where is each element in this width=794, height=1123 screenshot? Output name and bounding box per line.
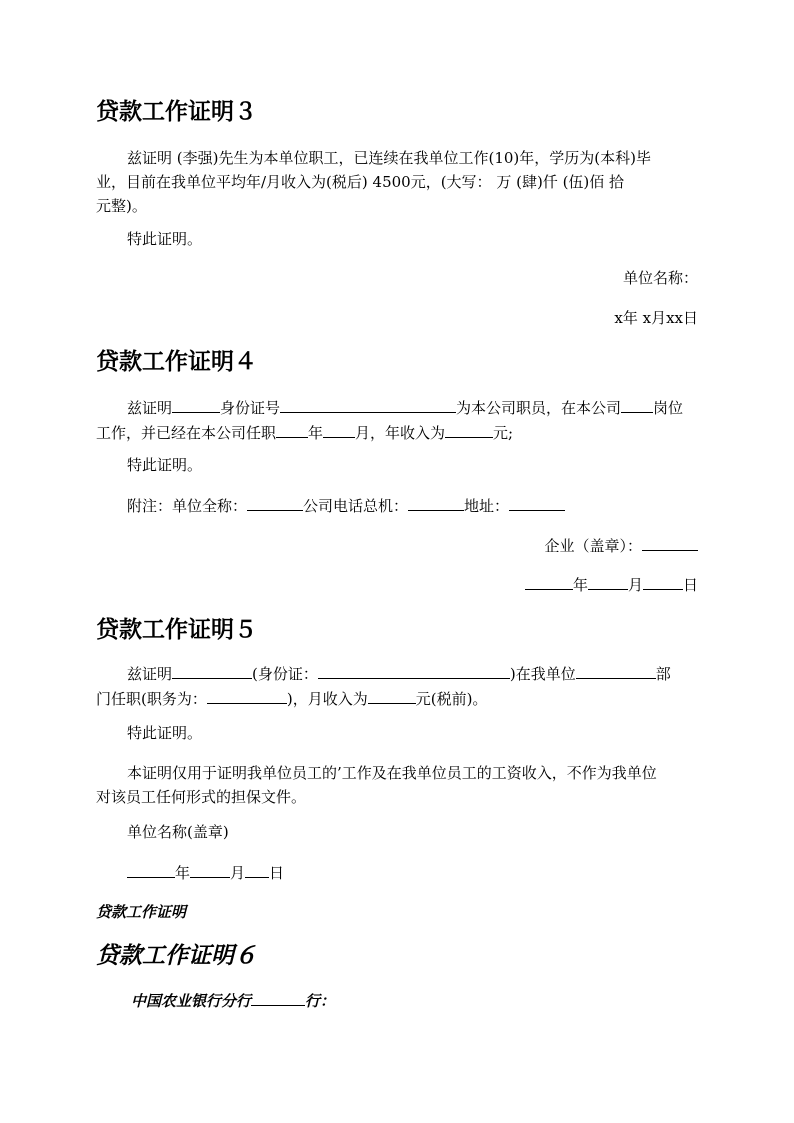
text: )，月收入为 — [286, 690, 368, 708]
blank-company-name[interactable] — [247, 493, 303, 511]
section-5-line-2 — [96, 686, 698, 711]
text: 工作，并已经在本公司任职 — [96, 424, 277, 442]
section-3-body — [96, 146, 698, 218]
section-3-org-name: 单位名称： — [622, 269, 698, 287]
section-4-note — [127, 493, 565, 518]
text: 年 — [572, 576, 588, 594]
section-4-title: 贷款工作证明４ — [96, 348, 257, 375]
section-6-title: 贷款工作证明６ — [96, 942, 257, 969]
text: 门任职(职务为： — [96, 690, 207, 708]
blank-day[interactable] — [245, 860, 269, 878]
section-4-certify: 特此证明。 — [127, 456, 203, 474]
text: 中国农业银行分行 — [131, 992, 252, 1010]
disclaimer-line-1: 本证明仅用于证明我单位员工的’工作及在我单位员工的工资收入，不作为我单位 — [127, 764, 657, 782]
blank-day[interactable] — [643, 572, 683, 590]
blank-position[interactable] — [621, 395, 653, 413]
blank-name[interactable] — [172, 395, 220, 413]
blank-id-number[interactable] — [318, 661, 510, 679]
section-6-bank-line — [131, 988, 335, 1013]
section-5-org-seal: 单位名称(盖章) — [127, 823, 229, 841]
section-5-line-1 — [96, 661, 698, 686]
text: 地址： — [464, 497, 510, 515]
text: 岗位 — [653, 399, 684, 417]
blank-name[interactable] — [172, 661, 252, 679]
text: 为本公司职员，在本公司 — [456, 399, 622, 417]
section-5-body — [96, 661, 698, 711]
section-5-disclaimer — [96, 761, 698, 809]
section-4-line-2 — [96, 420, 698, 445]
blank-department[interactable] — [576, 661, 656, 679]
text: 月 — [230, 864, 246, 882]
section-3-certify: 特此证明。 — [127, 230, 203, 248]
blank-year[interactable] — [127, 860, 175, 878]
text: 身份证号 — [220, 399, 281, 417]
blank-income[interactable] — [445, 420, 493, 438]
text: 月 — [627, 576, 643, 594]
section-3-line-2: 业，目前在我单位平均年/月收入为(税后) 4500元，(大写： 万 (肆)仟 (伍)佰 拾 — [96, 173, 625, 191]
blank-income[interactable] — [368, 686, 416, 704]
blank-year[interactable] — [525, 572, 573, 590]
section-4-seal — [544, 533, 698, 558]
text: 公司电话总机： — [303, 497, 409, 515]
text: 附注：单位全称： — [127, 497, 248, 515]
text: 日 — [269, 864, 285, 882]
text: 元; — [493, 424, 514, 442]
disclaimer-line-2: 对该员工任何形式的担保文件。 — [96, 788, 307, 806]
section-5-date — [127, 860, 284, 885]
blank-id-number[interactable] — [280, 395, 456, 413]
text: 兹证明 — [127, 399, 173, 417]
blank-seal[interactable] — [642, 533, 698, 551]
subheading: 贷款工作证明 — [96, 903, 187, 921]
blank-years[interactable] — [276, 420, 308, 438]
section-3-line-1: 兹证明 (李强)先生为本单位职工，已连续在我单位工作(10)年，学历为(本科)毕 — [127, 149, 651, 167]
blank-job-title[interactable] — [207, 686, 287, 704]
section-3-date: x年 x月xx日 — [614, 309, 698, 327]
section-4-date — [525, 572, 698, 597]
blank-month[interactable] — [588, 572, 628, 590]
blank-branch[interactable] — [251, 988, 305, 1006]
text: 元(税前)。 — [415, 690, 488, 708]
section-4-line-1 — [96, 395, 698, 420]
text: 行： — [305, 992, 336, 1010]
text: 年 — [175, 864, 191, 882]
blank-month[interactable] — [190, 860, 230, 878]
text: 企业（盖章）： — [544, 537, 642, 555]
text: 兹证明 — [127, 665, 173, 683]
text: )在我单位 — [509, 665, 576, 683]
text: 日 — [682, 576, 698, 594]
blank-company-phone[interactable] — [408, 493, 464, 511]
section-5-certify: 特此证明。 — [127, 724, 203, 742]
text: 月，年收入为 — [355, 424, 446, 442]
text: (身份证： — [252, 665, 318, 683]
text: 部 — [655, 665, 671, 683]
blank-address[interactable] — [509, 493, 565, 511]
section-3-line-3: 元整)。 — [96, 197, 147, 215]
section-3-title: 贷款工作证明３ — [96, 98, 257, 125]
section-4-body — [96, 395, 698, 445]
text: 年 — [308, 424, 324, 442]
section-5-title: 贷款工作证明５ — [96, 616, 257, 643]
blank-months[interactable] — [323, 420, 355, 438]
